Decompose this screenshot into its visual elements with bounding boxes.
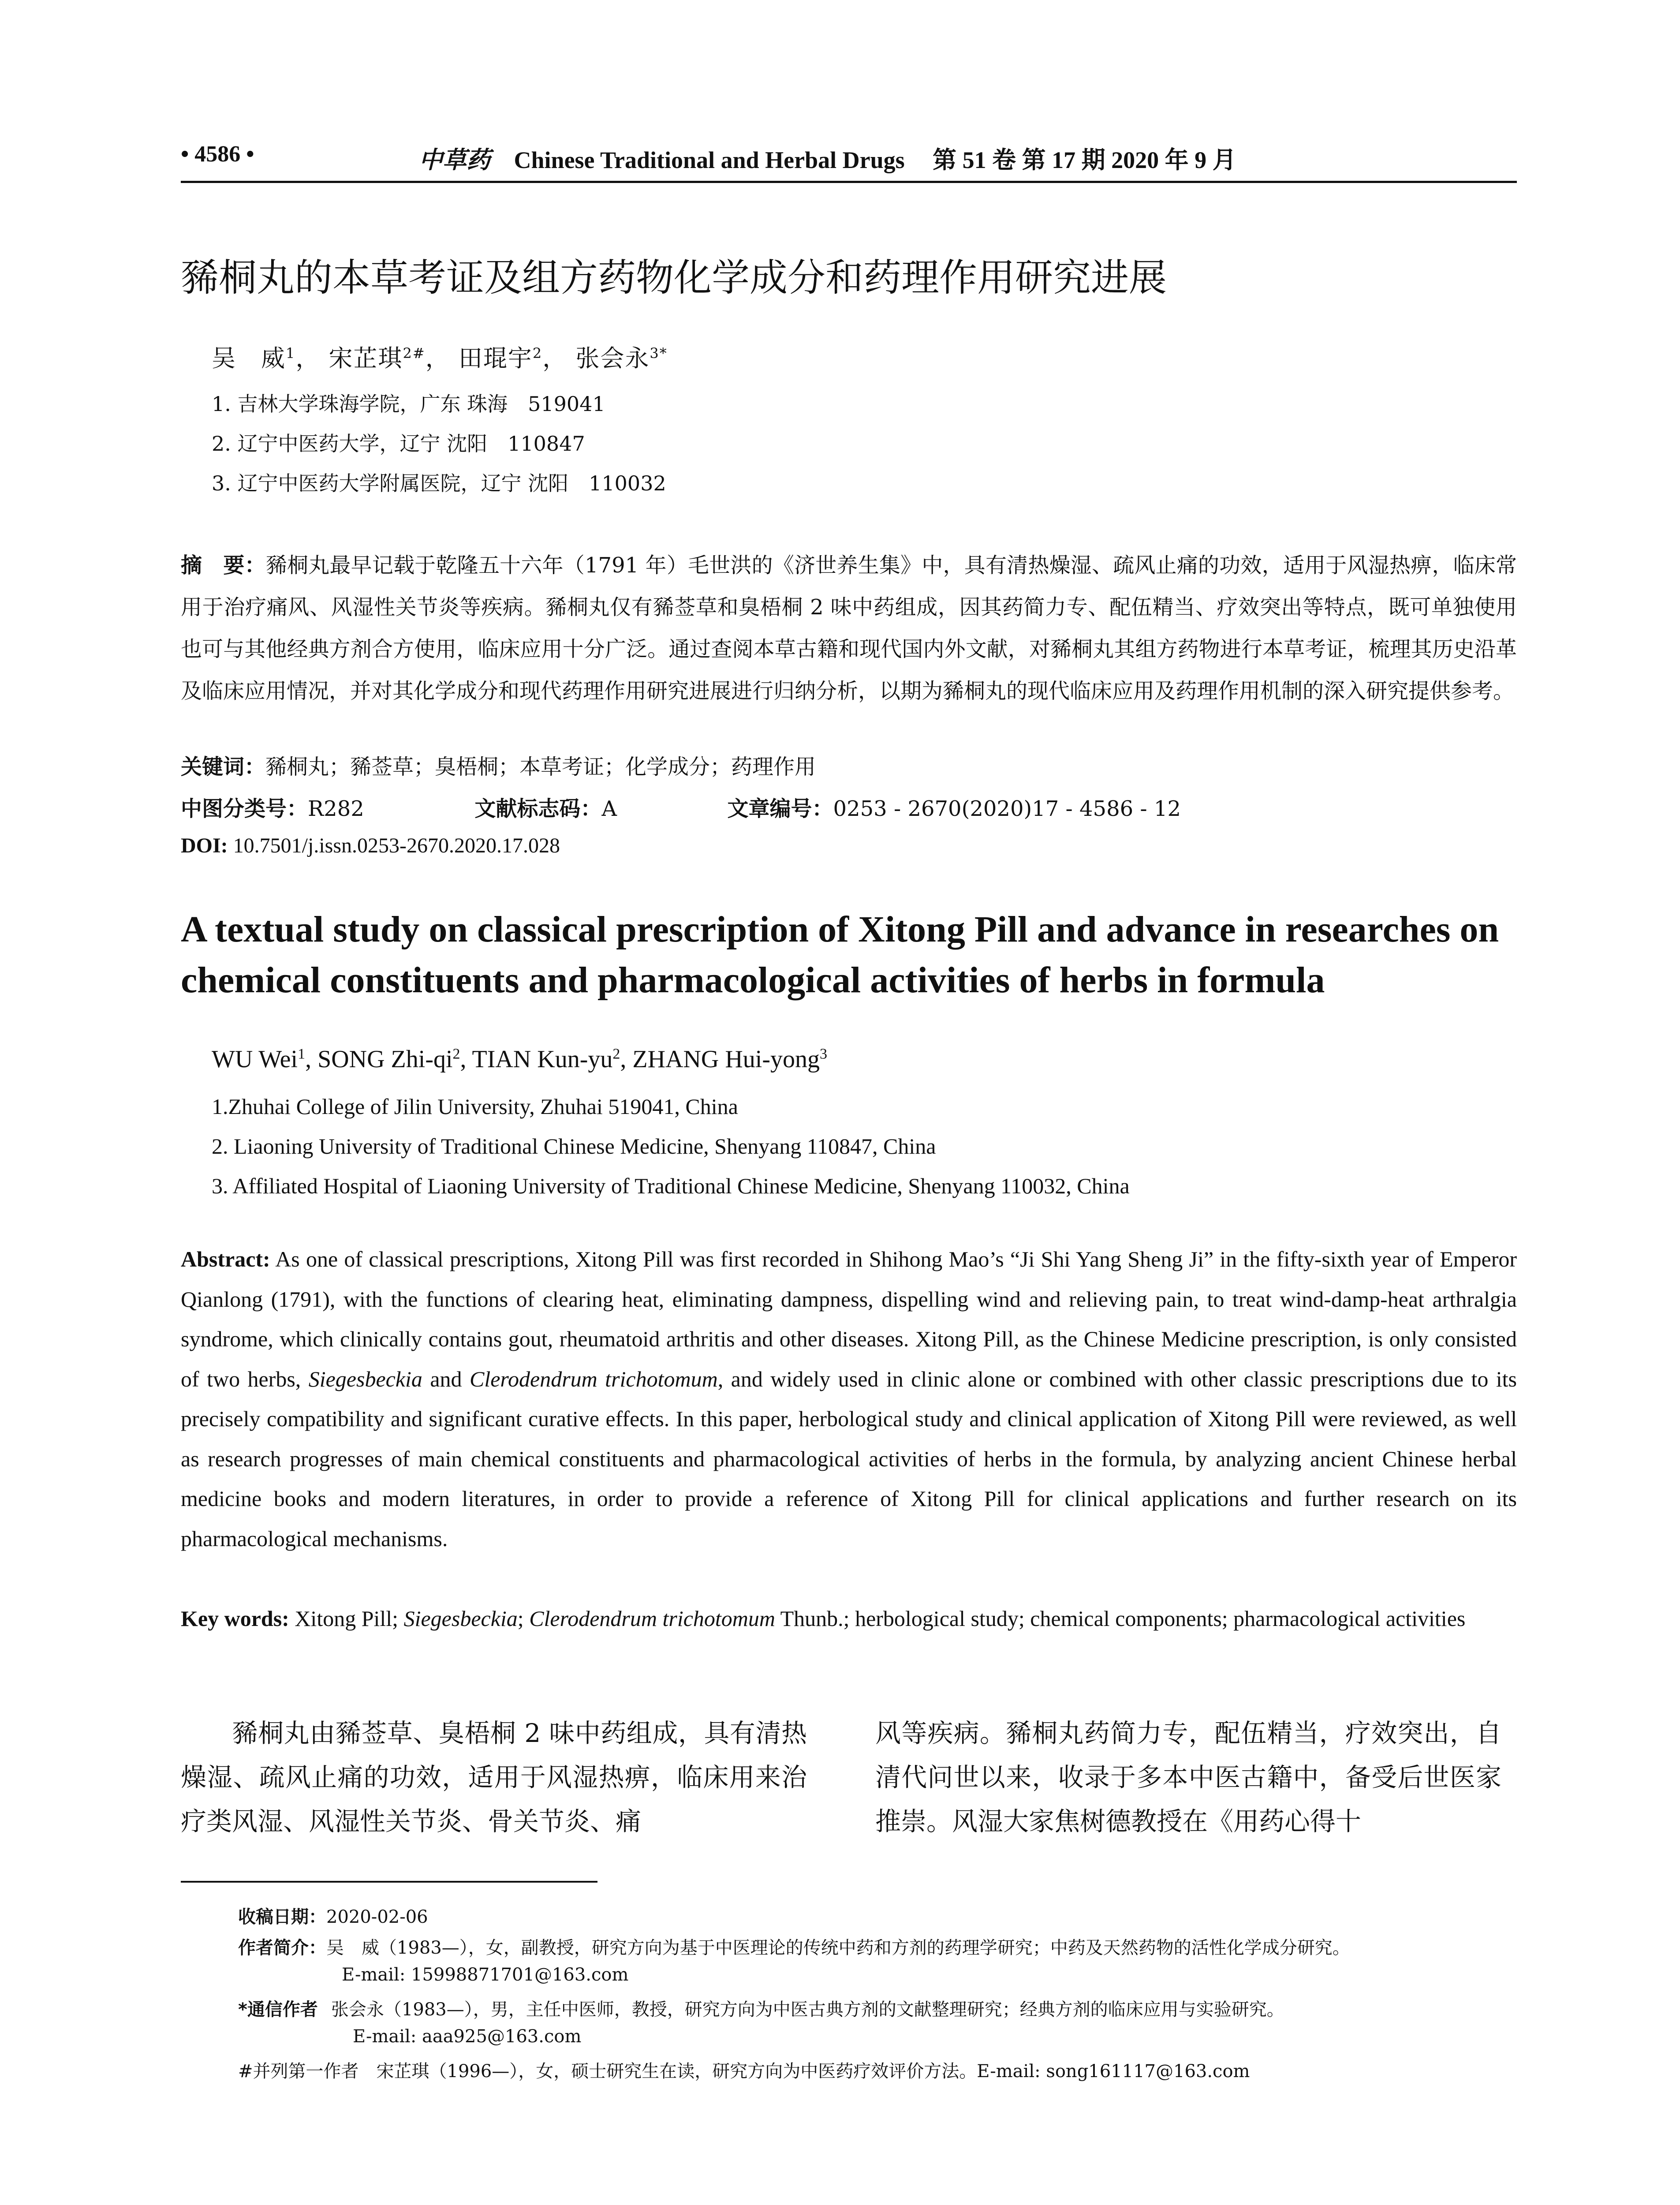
classification-line (181, 792, 1181, 822)
doc-code-value: A (601, 796, 617, 821)
author-affil-mark: 2 (532, 345, 543, 362)
journal-title (419, 141, 1236, 175)
body-text: 豨桐丸由豨莶草、臭梧桐 2 味中药组成，具有清热燥湿、疏风止痛的功效，适用于风湿热痹，临床用来治疗类风湿、风湿性关节炎、骨关节炎、痛 (181, 1718, 807, 1836)
chinese-affiliation: 1. 吉林大学珠海学院，广东 珠海 519041 (212, 392, 605, 416)
doc-code-label: 文献标志码： (474, 796, 602, 821)
author-intro-text: 吴 威（1983—），女，副教授，研究方向为基于中医理论的传统中药和方剂的药理学研究；中药及天然药物的活性化学成分研究。 (326, 1938, 1350, 1958)
author-name: 张会永 (575, 344, 650, 372)
journal-english-title: Chinese Traditional and Herbal Drugs (514, 147, 905, 173)
english-authors: WU Wei$^1$, SONG Zhi-$qi^2$, TIAN Kun-$yu^2$, ZHANG Hui-yong$^3$ (212, 1046, 827, 1073)
author-name: TIAN Kun-yu (472, 1046, 613, 1073)
abstract-text: , and widely used in clinic alone or combined with other classic prescriptions due to its precisely compatibility and significant curative effects. In this paper, herbological study and clinical application of Xitong Pill were reviewed, as well as research progresses of main chemical constituents and pharmacological activities of herbs in the formula, by analyzing ancient Chinese herbal medicine books and modern literatures, in order to provide a reference of Xitong Pill for clinical applications and further research on its pharmacological mechanisms. (181, 1366, 1517, 1551)
body-text: 风等疾病。豨桐丸药简力专，配伍精当，疗效突出，自清代问世以来，收录于多本中医古籍中，备受后世医家推崇。风湿大家焦树德教授在《用药心得十 (875, 1718, 1501, 1836)
article-no-label: 文章编号： (727, 796, 833, 821)
abstract-label: 摘 要： (181, 553, 266, 578)
doi-line (181, 833, 560, 858)
chinese-authors: 吴 威$^1$， 宋芷琪$^{2\#}$， 田琨宇$^2$， 张会永$^{3*}$ (212, 344, 668, 372)
author-name: 田琨宇 (458, 344, 533, 372)
english-affiliation: 2. Liaoning University of Traditional Chinese Medicine, Shenyang 110847, China (212, 1134, 936, 1159)
english-keywords (181, 1599, 1517, 1638)
author-affil-mark: 1 (298, 1046, 306, 1062)
author-affil-mark: 1 (286, 345, 296, 362)
herb-name: Clerodendrum trichotomum (469, 1366, 718, 1391)
abstract-label: Abstract: (181, 1247, 270, 1271)
abstract-text: and (430, 1366, 462, 1391)
doi-value: 10.7501/j.issn.0253-2670.2020.17.028 (233, 834, 560, 857)
author-name: ZHANG Hui-yong (632, 1046, 820, 1073)
body-column-right (875, 1711, 1501, 1843)
footnote-author (238, 1934, 1350, 1959)
author-email: E-mail: 15998871701@163.com (342, 1965, 629, 1985)
keywords-text: 豨桐丸；豨莶草；臭梧桐；本草考证；化学成分；药理作用 (265, 755, 816, 779)
clc-label: 中图分类号： (181, 796, 308, 821)
chinese-title: 豨桐丸的本草考证及组方药物化学成分和药理作用研究进展 (181, 256, 1167, 300)
keyword-separator: ; (517, 1606, 524, 1631)
footnote-divider (181, 1881, 597, 1883)
received-date: 2020-02-06 (326, 1907, 428, 1927)
author-name: 宋芷琪 (329, 344, 403, 372)
author-affil-mark: 2 (612, 1046, 620, 1062)
journal-issue: 第 51 卷 第 17 期 2020 年 9 月 (933, 147, 1236, 173)
clc-value: R282 (308, 796, 364, 821)
keyword: Thunb.; herbological study; chemical components; pharmacological activities (780, 1606, 1466, 1631)
article-no-value: 0253 - 2670(2020)17 - 4586 - 12 (833, 796, 1181, 821)
corresponding-label: *通信作者 (238, 1999, 318, 2020)
keyword: Clerodendrum trichotomum (529, 1606, 776, 1631)
english-abstract (181, 1239, 1517, 1558)
chinese-affiliation: 2. 辽宁中医药大学，辽宁 沈阳 110847 (212, 432, 585, 456)
abstract-text: 豨桐丸最早记载于乾隆五十六年（1791 年）毛世洪的《济世养生集》中，具有清热燥湿、疏风止痛的功效，适用于风湿热痹，临床常用于治疗痛风、风湿性关节炎等疾病。豨桐丸仅有豨莶草和臭梧桐 2 味中药组成，因其药简力专、配伍精当、疗效突出等特点，既可单独使用也可与其他经典方剂合方使用，临床应用十分广泛。通过查阅本草古籍和现代国内外文献，对豨桐丸其组方药物进行本草考证，梳理其历史沿革及临床应用情况，并对其化学成分和现代药理作用研究进展进行归纳分析，以期为豨桐丸的现代临床应用及药理作用机制的深入研究提供参考。 (181, 553, 1517, 703)
abstract-text: As one of classical prescriptions, Xitong Pill was first recorded in Shihong Mao’s “Ji Shi Yang Sheng Ji” in the fifty-sixth year of Emperor Qianlong (1791), with the functions of clearing heat, eliminating dampness, dispelling wind and relieving pain, to treat wind-damp-heat arthralgia syndrome, which clinically contains gout, rheumatoid arthritis and other diseases. Xitong Pill, as the Chinese Medicine prescription, is only consisted of two herbs, (181, 1247, 1517, 1391)
author-affil-mark: 3* (650, 345, 668, 362)
english-title: A textual study on classical prescription of Xitong Pill and advance in researches on chemical constituents and pharmacological activities of herbs in formula (181, 909, 1499, 1001)
author-affil-mark: 3 (819, 1046, 827, 1062)
english-affiliation: 3. Affiliated Hospital of Liaoning University of Traditional Chinese Medicine, Shenyang 110032, China (212, 1174, 1130, 1198)
received-label: 收稿日期： (238, 1907, 326, 1927)
journal-logo: 中草药 (419, 146, 490, 174)
footnote-corresponding (238, 1996, 1284, 2021)
author-intro-label: 作者简介： (238, 1938, 326, 1958)
author-affil-mark: 2# (403, 345, 426, 362)
author-name: WU Wei (212, 1046, 298, 1073)
footnote-cofirst: #并列第一作者 宋芷琪（1996—），女，硕士研究生在读，研究方向为中医药疗效评价方法。E-mail: song161117@163.com (238, 2061, 1250, 2082)
corresponding-email: E-mail: aaa925@163.com (353, 2026, 582, 2047)
chinese-abstract (181, 545, 1517, 712)
herb-name: Siegesbeckia (308, 1366, 422, 1391)
chinese-affiliation: 3. 辽宁中医药大学附属医院，辽宁 沈阳 110032 (212, 471, 666, 495)
keywords-label: Key words: (181, 1606, 289, 1631)
author-affil-mark: 2 (452, 1046, 460, 1062)
body-column-left (181, 1711, 807, 1843)
footnote-received (238, 1903, 428, 1928)
running-header (181, 141, 1517, 183)
author-name: SONG Zhi-qi (317, 1046, 453, 1073)
chinese-keywords (181, 750, 816, 780)
doi-label: DOI: (181, 834, 228, 857)
author-name: 吴 威 (212, 344, 286, 372)
corresponding-text: 张会永（1983—），男，主任中医师，教授，研究方向为中医古典方剂的文献整理研究；经典方剂的临床应用与实验研究。 (331, 1999, 1284, 2020)
keyword: Siegesbeckia (403, 1606, 518, 1631)
page-number: • 4586 • (181, 142, 254, 167)
keyword: Xitong Pill; (295, 1606, 399, 1631)
keywords-label: 关键词： (181, 755, 266, 779)
english-affiliation: 1.Zhuhai College of Jilin University, Zhuhai 519041, China (212, 1094, 738, 1119)
